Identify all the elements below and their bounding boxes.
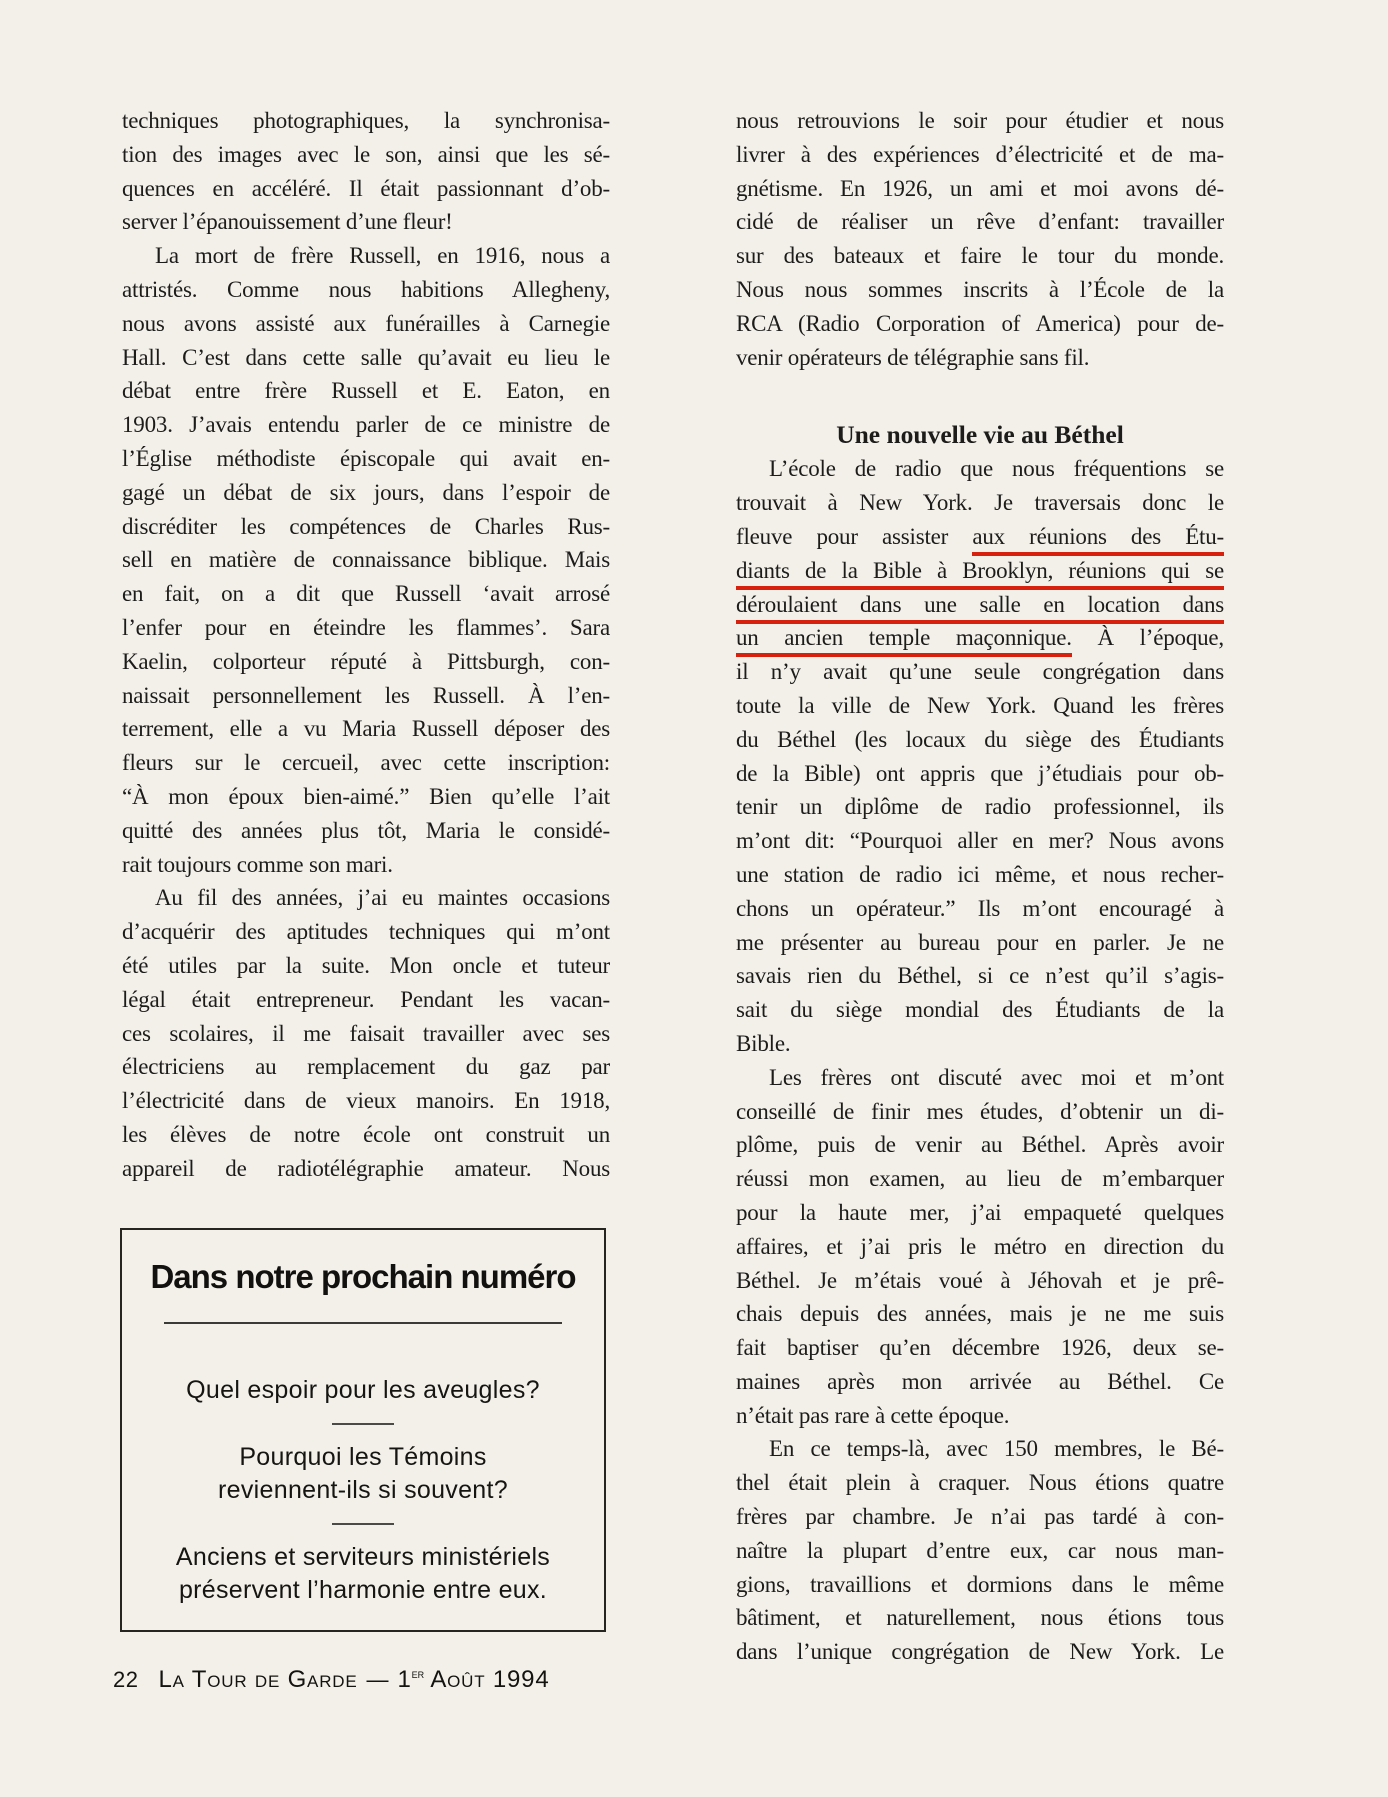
text-segment: tenir un diplôme de radio professionnel, ils — [736, 794, 1224, 820]
page-footer — [113, 1666, 549, 1694]
text-segment: attristés. Comme nous habitions Allegheny, — [122, 276, 610, 302]
text-segment: fleurs sur le cercueil, avec cette inscription: — [122, 750, 610, 776]
text-segment: appareil de radiotélégraphie amateur. Nous — [122, 1155, 610, 1181]
text-line — [736, 926, 1224, 960]
text-line — [736, 452, 1224, 486]
text-line — [736, 1601, 1224, 1635]
magazine-title: La Tour de Garde — [158, 1666, 358, 1693]
text-line — [736, 1061, 1224, 1095]
text-segment: fleuve pour assister — [736, 523, 973, 549]
text-line — [122, 983, 610, 1017]
text-line — [736, 1095, 1224, 1129]
text-segment: En ce temps-là, avec 150 membres, le Bé- — [769, 1436, 1224, 1462]
text-segment: server l’épanouissement d’une fleur! — [122, 209, 453, 235]
text-line — [122, 104, 610, 138]
text-line — [122, 307, 610, 341]
next-issue-item-line: Quel espoir pour les aveugles? — [186, 1376, 540, 1404]
text-segment: chons un opérateur.” Ils m’ont encouragé à — [736, 895, 1224, 921]
next-issue-item-line: reviennent-ils si souvent? — [218, 1476, 508, 1504]
text-line — [122, 172, 610, 206]
text-segment: quences en accéléré. Il était passionnant d’ob- — [122, 175, 610, 201]
text-segment: n’était pas rare à cette époque. — [736, 1402, 1010, 1428]
text-segment: Bible. — [736, 1030, 791, 1056]
text-line — [736, 138, 1224, 172]
text-segment: l’électricité dans de vieux manoirs. En 1918, — [122, 1088, 610, 1114]
text-segment: discréditer les compétences de Charles Rus- — [122, 513, 610, 539]
text-segment: “À mon époux bien-aimé.” Bien qu’elle l’ait — [122, 783, 610, 809]
text-line — [122, 645, 610, 679]
text-line — [736, 1399, 1224, 1433]
item-divider — [332, 1423, 394, 1425]
text-line — [736, 239, 1224, 273]
text-segment: terrement, elle a vu Maria Russell déposer des — [122, 716, 610, 742]
text-line — [122, 1017, 610, 1051]
text-line — [122, 239, 610, 273]
text-segment: La mort de frère Russell, en 1916, nous a — [155, 243, 610, 269]
text-line — [736, 1027, 1224, 1061]
text-line — [122, 1084, 610, 1118]
text-segment: Au fil des années, j’ai eu maintes occasions — [155, 885, 610, 911]
page-number: 22 — [113, 1667, 139, 1692]
text-segment: Les frères ont discuté avec moi et m’ont — [769, 1064, 1224, 1090]
text-line — [736, 993, 1224, 1027]
red-underlined-text: un ancien temple maçonnique. — [736, 625, 1072, 657]
text-line — [122, 374, 610, 408]
text-segment: techniques photographiques, la synchronisa- — [122, 108, 610, 133]
text-segment: débat entre frère Russell et E. Eaton, en — [122, 378, 610, 404]
text-segment: thel était plein à craquer. Nous étions quatre — [736, 1470, 1224, 1496]
text-line — [736, 689, 1224, 723]
next-issue-item-line: préservent l’harmonie entre eux. — [178, 1576, 548, 1604]
next-issue-items — [122, 1374, 604, 1607]
text-line — [736, 1635, 1224, 1669]
text-segment: chais depuis des années, mais je ne me suis — [736, 1301, 1224, 1327]
text-line — [122, 780, 610, 814]
text-line — [122, 611, 610, 645]
text-segment: quitté des années plus tôt, Maria le considé- — [122, 817, 610, 843]
text-segment: sait du siège mondial des Étudiants de la — [736, 997, 1224, 1023]
text-segment: nous retrouvions le soir pour étudier et nous — [736, 108, 1224, 133]
text-segment: affaires, et j’ai pris le métro en direction du — [736, 1233, 1224, 1259]
text-line — [122, 915, 610, 949]
text-segment: de la Bible) ont appris que j’étudiais pour ob- — [736, 760, 1224, 786]
issue-date-day: 1 — [397, 1666, 412, 1693]
text-line — [736, 1297, 1224, 1331]
text-line — [122, 679, 610, 713]
text-line — [122, 1152, 610, 1186]
text-segment: livrer à des expériences d’électricité et de ma- — [736, 141, 1224, 167]
text-line — [122, 1118, 610, 1152]
text-line — [736, 655, 1224, 689]
next-issue-item — [122, 1374, 604, 1407]
text-segment: sur des bateaux et faire le tour du monde. — [736, 243, 1224, 269]
text-line — [122, 949, 610, 983]
text-segment: d’acquérir des aptitudes techniques qui m’ont — [122, 919, 610, 945]
text-segment: électriciens au remplacement du gaz par — [122, 1054, 610, 1080]
text-line — [736, 273, 1224, 307]
text-line — [736, 1534, 1224, 1568]
text-segment: cidé de réaliser un rêve d’enfant: travailler — [736, 209, 1224, 235]
text-line — [736, 1128, 1224, 1162]
text-line — [122, 881, 610, 915]
text-segment: 1903. J’avais entendu parler de ce ministre de — [122, 412, 610, 438]
text-segment: rait toujours comme son mari. — [122, 851, 393, 877]
text-segment: gnétisme. En 1926, un ami et moi avons dé- — [736, 175, 1224, 201]
text-segment: venir opérateurs de télégraphie sans fil. — [736, 344, 1090, 370]
text-line — [122, 712, 610, 746]
text-segment: fait baptiser qu’en décembre 1926, deux se- — [736, 1335, 1224, 1361]
text-segment: plôme, puis de venir au Béthel. Après avoir — [736, 1132, 1224, 1158]
text-segment: l’enfer pour en éteindre les flammes’. Sara — [122, 614, 610, 640]
text-segment: maines après mon arrivée au Béthel. Ce — [736, 1368, 1224, 1394]
text-segment: ces scolaires, il me faisait travailler avec ses — [122, 1020, 610, 1046]
text-line — [736, 959, 1224, 993]
text-line — [736, 172, 1224, 206]
issue-date-rest: Août 1994 — [430, 1666, 550, 1693]
text-line — [736, 1162, 1224, 1196]
text-segment: naître la plupart d’entre eux, car nous man- — [736, 1537, 1224, 1563]
text-segment: frères par chambre. Je n’ai pas tardé à con- — [736, 1504, 1224, 1530]
red-underlined-text: diants de la Bible à Brooklyn, réunions qui se — [736, 558, 1224, 590]
text-line — [736, 621, 1224, 655]
text-line — [736, 1331, 1224, 1365]
red-underlined-text: aux réunions des Étu- — [972, 524, 1224, 556]
text-line — [736, 1568, 1224, 1602]
text-line — [122, 543, 610, 577]
title-rule — [164, 1322, 562, 1324]
text-segment: sell en matière de connaissance biblique. Mais — [122, 547, 610, 573]
next-issue-item — [122, 1441, 604, 1507]
text-line — [736, 1365, 1224, 1399]
issue-date-ordinal: er — [411, 1666, 425, 1681]
text-segment: me présenter au bureau pour en parler. Je ne — [736, 929, 1224, 955]
text-line — [736, 824, 1224, 858]
text-line — [122, 510, 610, 544]
text-segment: gagé un débat de six jours, dans l’espoir de — [122, 479, 610, 505]
next-issue-item-line: Anciens et serviteurs ministériels — [175, 1543, 551, 1571]
left-text-column — [122, 104, 610, 1186]
text-segment: une station de radio ici même, et nous recher- — [736, 861, 1224, 887]
right-text-column — [736, 104, 1224, 1669]
text-line — [736, 520, 1224, 554]
red-underlined-text: déroulaient dans une salle en location dans — [736, 592, 1224, 624]
text-line — [736, 1264, 1224, 1298]
item-divider — [332, 1523, 394, 1525]
text-segment: bâtiment, et naturellement, nous étions tous — [736, 1605, 1224, 1631]
text-segment: pour la haute mer, j’ai empaqueté quelques — [736, 1199, 1224, 1225]
issue-date — [398, 1666, 550, 1694]
text-segment: nous avons assisté aux funérailles à Carnegie — [122, 310, 610, 336]
text-segment: toute la ville de New York. Quand les frères — [736, 692, 1224, 718]
text-segment: tion des images avec le son, ainsi que les sé- — [122, 141, 610, 167]
text-line — [736, 723, 1224, 757]
text-segment: m’ont dit: “Pourquoi aller en mer? Nous avons — [736, 828, 1224, 854]
text-line — [122, 848, 610, 882]
text-segment: naissait personnellement les Russell. À l’en- — [122, 682, 610, 708]
text-line — [736, 104, 1224, 138]
text-line — [736, 892, 1224, 926]
text-segment: en fait, on a dit que Russell ‘avait arrosé — [122, 581, 610, 607]
text-segment: gions, travaillions et dormions dans le même — [736, 1571, 1224, 1597]
text-segment: les élèves de notre école ont construit un — [122, 1121, 610, 1147]
text-line — [736, 554, 1224, 588]
text-line — [122, 577, 610, 611]
text-segment: Béthel. Je m’étais voué à Jéhovah et je prê- — [736, 1267, 1224, 1293]
text-line — [736, 205, 1224, 239]
text-line — [122, 205, 610, 239]
next-issue-item-line: Pourquoi les Témoins — [239, 1443, 487, 1471]
text-segment: L’école de radio que nous fréquentions se — [769, 456, 1224, 482]
text-line — [122, 476, 610, 510]
text-line — [122, 1050, 610, 1084]
text-line — [736, 341, 1224, 375]
text-segment: réussi mon examen, au lieu de m’embarquer — [736, 1166, 1224, 1192]
text-line — [122, 746, 610, 780]
text-line — [122, 814, 610, 848]
text-segment: Kaelin, colporteur réputé à Pittsburgh, con- — [122, 648, 610, 674]
text-segment: RCA (Radio Corporation of America) pour de- — [736, 310, 1224, 336]
text-line — [736, 1432, 1224, 1466]
text-segment: l’Église méthodiste épiscopale qui avait en- — [122, 445, 610, 471]
text-line — [736, 1196, 1224, 1230]
text-line — [736, 858, 1224, 892]
text-segment: À l’époque, — [1071, 625, 1224, 651]
text-line — [122, 273, 610, 307]
text-line — [736, 1230, 1224, 1264]
text-segment: du Béthel (les locaux du siège des Étudiants — [736, 726, 1224, 752]
footer-separator: — — [366, 1667, 389, 1692]
text-line — [122, 408, 610, 442]
section-heading: Une nouvelle vie au Béthel — [836, 420, 1124, 450]
next-issue-title: Dans notre prochain numéro — [150, 1258, 576, 1295]
text-segment: Hall. C’est dans cette salle qu’avait eu lieu le — [122, 344, 610, 370]
text-line — [122, 138, 610, 172]
text-segment: Nous nous sommes inscrits à l’École de la — [736, 276, 1224, 302]
next-issue-item — [122, 1541, 604, 1607]
text-segment: il n’y avait qu’une seule congrégation dans — [736, 659, 1224, 685]
text-line — [736, 486, 1224, 520]
text-line — [122, 341, 610, 375]
text-segment: dans l’unique congrégation de New York. Le — [736, 1639, 1224, 1665]
text-segment: été utiles par la suite. Mon oncle et tuteur — [122, 952, 610, 978]
text-line — [736, 757, 1224, 791]
text-segment: trouvait à New York. Je traversais donc le — [736, 490, 1224, 516]
text-line — [736, 588, 1224, 622]
text-segment: savais rien du Béthel, si ce n’est qu’il s’agis- — [736, 963, 1224, 989]
text-line — [736, 1500, 1224, 1534]
text-segment: conseillé de finir mes études, d’obtenir un di- — [736, 1098, 1224, 1124]
next-issue-box — [120, 1228, 606, 1632]
text-line — [122, 442, 610, 476]
text-segment: légal était entrepreneur. Pendant les vacan- — [122, 986, 610, 1012]
text-line — [736, 790, 1224, 824]
text-line — [736, 307, 1224, 341]
text-line — [736, 1466, 1224, 1500]
